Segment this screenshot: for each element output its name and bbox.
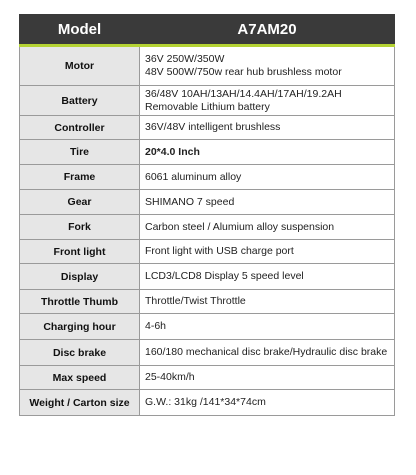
spec-value-line: 48V 500W/750w rear hub brushless motor <box>145 66 342 78</box>
spec-value <box>140 165 395 190</box>
spec-value-line: G.W.: 31kg /141*34*74cm <box>145 396 266 408</box>
spec-value <box>140 366 395 390</box>
spec-label: Fork <box>20 215 140 240</box>
spec-value <box>140 390 395 416</box>
spec-value-line: Removable Lithium battery <box>145 100 270 113</box>
table-row <box>20 290 395 314</box>
table-row <box>20 215 395 240</box>
spec-value-line: 20*4.0 Inch <box>145 145 200 158</box>
spec-value <box>140 46 395 86</box>
spec-label: Weight / Carton size <box>20 390 140 416</box>
table-row <box>20 190 395 215</box>
spec-label: Front light <box>20 240 140 264</box>
spec-value-line: 6061 aluminum alloy <box>145 170 242 183</box>
spec-value <box>140 116 395 140</box>
spec-label: Gear <box>20 190 140 215</box>
spec-value <box>140 290 395 314</box>
table-row <box>20 116 395 140</box>
spec-value-line: Carbon steel / Alumium alloy suspension <box>145 220 335 233</box>
table-row <box>20 264 395 290</box>
spec-value <box>140 240 395 264</box>
spec-label: Max speed <box>20 366 140 390</box>
spec-value-line: 36V 250W/350W <box>145 53 225 65</box>
spec-value-line: 36V/48V intelligent brushless <box>145 121 281 133</box>
spec-value <box>140 314 395 340</box>
spec-value-line: Throttle/Twist Throttle <box>145 295 246 307</box>
spec-value <box>140 86 395 116</box>
spec-label: Disc brake <box>20 340 140 366</box>
spec-label: Battery <box>20 86 140 116</box>
spec-label: Controller <box>20 116 140 140</box>
spec-value <box>140 264 395 290</box>
table-row <box>20 390 395 416</box>
spec-value-line: LCD3/LCD8 Display 5 speed level <box>145 270 304 282</box>
spec-value-line: 36/48V 10AH/13AH/14.4AH/17AH/19.2AH <box>145 87 342 100</box>
spec-value-line: 25-40km/h <box>145 371 195 383</box>
spec-value-line: Front light with USB charge port <box>145 245 294 257</box>
spec-value <box>140 215 395 240</box>
table-row <box>20 340 395 366</box>
header-row <box>20 14 395 46</box>
spec-value-line: 4-6h <box>145 320 167 332</box>
table-row <box>20 240 395 264</box>
header-model-label: Model <box>20 14 140 46</box>
spec-label: Tire <box>20 140 140 165</box>
spec-label: Frame <box>20 165 140 190</box>
table-row <box>20 366 395 390</box>
table-row <box>20 165 395 190</box>
spec-label: Motor <box>20 46 140 86</box>
spec-label: Charging hour <box>20 314 140 340</box>
spec-value <box>140 140 395 165</box>
spec-table <box>19 14 395 416</box>
table-row <box>20 314 395 340</box>
spec-value-line: 160/180 mechanical disc brake/Hydraulic disc brake <box>145 346 388 358</box>
spec-value <box>140 190 395 215</box>
spec-value-line: SHIMANO 7 speed <box>145 195 235 208</box>
header-model-value: A7AM20 <box>140 14 395 46</box>
spec-body <box>20 46 395 416</box>
table-row <box>20 46 395 86</box>
spec-label: Display <box>20 264 140 290</box>
table-row <box>20 86 395 116</box>
spec-label: Throttle Thumb <box>20 290 140 314</box>
spec-value <box>140 340 395 366</box>
table-row <box>20 140 395 165</box>
